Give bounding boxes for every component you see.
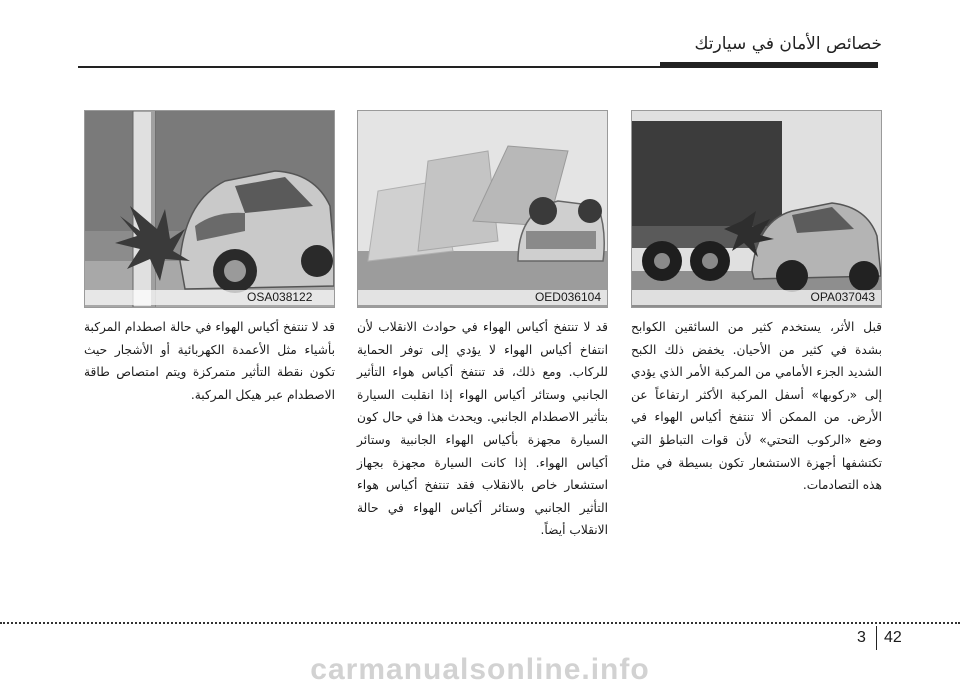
pole-impact-drawing bbox=[85, 111, 334, 307]
footer-dotted-rule bbox=[0, 622, 960, 624]
header-rule-accent bbox=[660, 62, 878, 68]
image-code: OSA038122 bbox=[85, 290, 334, 305]
rollover-drawing bbox=[358, 111, 607, 307]
underride-text: قبل الأثر، يستخدم كثير من السائقين الكوابح بشدة في كثير من الأحيان. يخفض ذلك الكبح الشديد الجزء الأمامي من المركبة الأمر الذي يؤدي إلى «ركوبها» أسفل المركبة الأكثر ارتفاعاً عن الأرض. من الممكن ألا تنتفخ أكياس الهواء في وضع «الركوب التحتي» لأن قوات التباطؤ التي تكتشفها أجهزة الاستشعار تكون بسيطة في مثل هذه التصادمات. bbox=[631, 320, 882, 493]
rollover-illustration bbox=[357, 110, 608, 308]
underride-drawing bbox=[632, 111, 881, 307]
section-rollover bbox=[357, 110, 608, 542]
underride-illustration bbox=[631, 110, 882, 308]
page-header-title: خصائص الأمان في سيارتك bbox=[694, 34, 882, 54]
rollover-text: قد لا تنتفخ أكياس الهواء في حوادث الانقلاب لأن انتفاخ أكياس الهواء لا يؤدي إلى توفر الحماية للركاب. ومع ذلك، قد تنتفخ أكياس هواء التأثير الجانبي وستائر أكياس الهواء إذا انقلبت السيارة بتأثير الاصطدام الجانبي. ويحدث هذا في حال كون السيارة مجهزة بأكياس الهواء الجانبية وستائر أكياس الهواء. إذا كانت السيارة مجهزة بجهاز استشعار خاص بالانقلاب فقد تنتفخ أكياس هواء التأثير الجانبي وستائر أكياس الهواء في حالة الانقلاب أيضاً. bbox=[357, 320, 608, 538]
footer-page-separator bbox=[876, 626, 877, 650]
section-underride bbox=[631, 110, 882, 497]
image-code: OPA037043 bbox=[632, 290, 881, 305]
watermark-text: carmanualsonline.info bbox=[310, 653, 650, 686]
pole-impact-illustration bbox=[84, 110, 335, 308]
image-code: OED036104 bbox=[358, 290, 607, 305]
section-number: 3 bbox=[857, 629, 866, 646]
section-pole-impact bbox=[84, 110, 335, 406]
page-number: 42 bbox=[884, 629, 902, 646]
pole-impact-text: قد لا تنتفخ أكياس الهواء في حالة اصطدام المركبة بأشياء مثل الأعمدة الكهربائية أو الأشجار حيث تكون نقطة التأثير متمركزة ويتم امتصاص طاقة الاصطدام عبر هيكل المركبة. bbox=[84, 320, 335, 402]
